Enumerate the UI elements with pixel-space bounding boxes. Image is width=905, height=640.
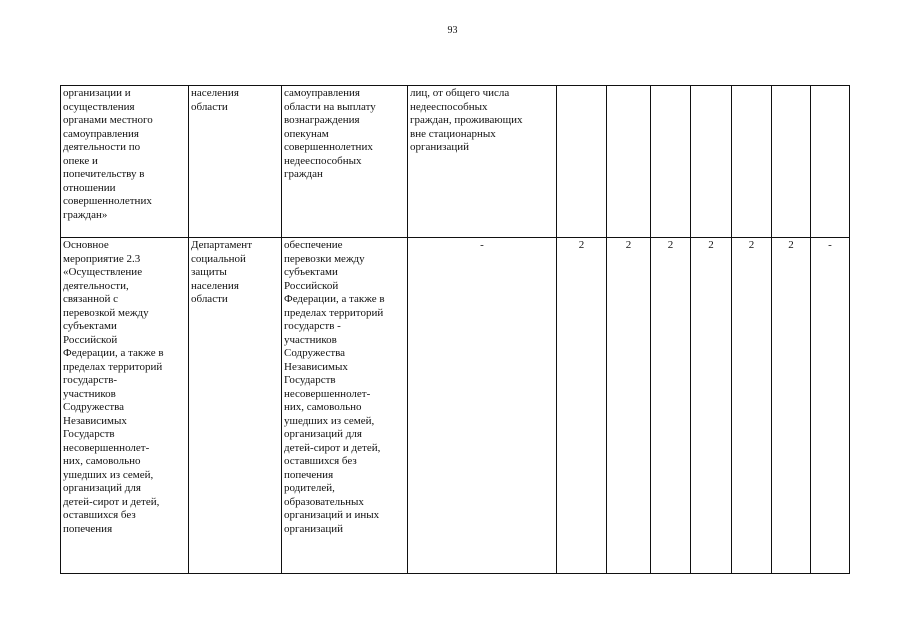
page-number: 93: [447, 25, 458, 36]
value-cell: [691, 86, 732, 238]
activity-name-cell: организации и осуществления органами местного самоуправления деятельности по опеке и попечительству в отношении совершеннолетних граждан»: [61, 86, 189, 238]
program-table: [60, 85, 850, 574]
expected-result-cell: обеспечение перевозки между субъектами Российской Федерации, а также в пределах территорий государств - участников Содружества Независимых Государств несовершеннолет- них, самовольно ушедших из семей, организаций для детей-сирот и детей, оставшихся без попечения родителей, образовательных организаций и иных организаций: [282, 238, 408, 574]
table-row: [61, 86, 850, 238]
value-cell: 2: [607, 238, 651, 574]
responsible-executor-cell: населения области: [189, 86, 282, 238]
value-cell: [811, 86, 850, 238]
activity-name-cell: Основное мероприятие 2.3 «Осуществление деятельности, связанной с перевозкой между субъектами Российской Федерации, а также в пределах территорий государств- участников Содружества Независимых Государств несовершеннолет- них, самовольно ушедших из семей, организаций для детей-сирот и детей, оставшихся без попечения: [61, 238, 189, 574]
value-cell: [772, 86, 811, 238]
value-cell: 2: [732, 238, 772, 574]
value-cell: [651, 86, 691, 238]
value-cell: -: [811, 238, 850, 574]
value-cell: [732, 86, 772, 238]
value-cell: [607, 86, 651, 238]
responsible-executor-cell: Департамент социальной защиты населения области: [189, 238, 282, 574]
value-cell: 2: [557, 238, 607, 574]
value-cell: 2: [772, 238, 811, 574]
value-cell: 2: [691, 238, 732, 574]
indicator-cell: лиц, от общего числа недееспособных граждан, проживающих вне стационарных организаций: [408, 86, 557, 238]
value-cell: [557, 86, 607, 238]
indicator-cell: -: [408, 238, 557, 574]
value-cell: 2: [651, 238, 691, 574]
table-row: [61, 238, 850, 574]
expected-result-cell: самоуправления области на выплату вознаграждения опекунам совершеннолетних недееспособных граждан: [282, 86, 408, 238]
